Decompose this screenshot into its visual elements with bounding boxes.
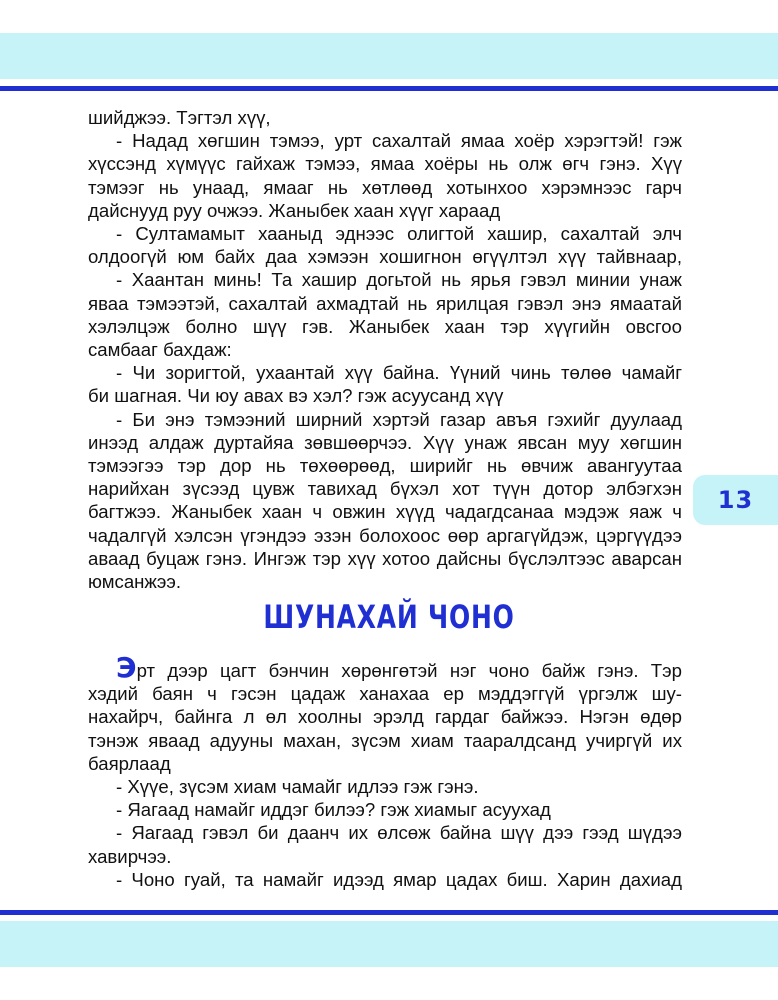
text-line: хэдий баян ч гэсэн цадаж ханахаа ер мэддэггүй үргэлж шу-	[88, 683, 682, 705]
text-line: хэлэлцэж болно шүү гэв. Жаныбек хаан тэр хүүгийн овсгоо	[88, 315, 682, 337]
text-line: - Надад хөгшин тэмээ, урт сахалтай ямаа хоёр хэрэгтэй! гэж	[116, 130, 682, 152]
text-line: нарийхан зүсээд цувж тавихад бүхэл хот түүн дотор элбэгхэн	[88, 478, 682, 500]
text-line: - Хаантан минь! Та хашир догьтой нь ярья гэвэл минии унаж	[116, 269, 682, 291]
story1-text	[88, 106, 682, 593]
text-line: тэмээг нь унаад, ямааг нь хөтлөөд хотынхоо хэрэмнээс гарч	[88, 176, 682, 198]
text-line: хавирчээ.	[88, 845, 172, 867]
text-line: - Чи зоригтой, ухаантай хүү байна. Үүний чинь төлөө чамайг	[116, 362, 682, 384]
text-line: - Хүүе, зүсэм хиам чамайг идлээ гэж гэнэ.	[116, 776, 479, 798]
text-line: - Би энэ тэмээний ширний хэртэй газар авъя гэхийг дуулаад	[116, 408, 682, 430]
header-rule	[0, 86, 778, 91]
text-line: - Яагаад гэвэл би даанч их өлсөж байна шүү дээ гээд шүдээ	[116, 822, 682, 844]
footer-rule	[0, 910, 778, 915]
footer-band	[0, 921, 778, 967]
text-line: шийджээ. Тэгтэл хүү,	[88, 107, 271, 128]
text-line: олдоогүй юм байх даа хэмээн хошигнон өгүүлтэл хүү тайвнаар,	[88, 246, 682, 268]
text-line-first	[88, 651, 682, 684]
story-title: ШУНАХАЙ ЧОНО	[263, 598, 515, 636]
text-line: тэнэж яваад адууны махан, зүсэм хиам тааралдсанд учиргүй их	[88, 729, 682, 751]
page-number: 13	[717, 486, 754, 514]
text-line: нахайрч, байнга л өл хоолны эрэлд гардаг байжээ. Нэгэн өдөр	[88, 706, 682, 728]
text-line: хүссэнд хүмүүс гайхаж тэмээ, ямаа хоёры нь олж өгч гэнэ. Хүү	[88, 153, 682, 175]
text-line: багтжээ. Жаныбек хаан ч овжин хүүд чадагдсанаа мэдэж яаж ч	[88, 501, 682, 523]
text-line: - Султамамыт хааныд эднээс олигтой хашир, сахалтай элч	[116, 223, 682, 245]
text-line: баярлаад	[88, 752, 171, 774]
text-line: чадалгүй хэлсэн үгэндээ эзэн болохоос өөр аргагүйдэж, цэргүүдээ	[88, 524, 682, 546]
text-line: самбааг бахдаж:	[88, 339, 232, 361]
story2-text	[88, 651, 682, 891]
drop-cap: Э	[116, 651, 137, 684]
text-line: дайснууд руу очжээ. Жаныбек хаан хүүг хараад	[88, 199, 501, 221]
page-number-tab	[693, 475, 778, 525]
text-line: би шагная. Чи юу авах вэ хэл? гэж асуусанд хүү	[88, 385, 504, 407]
text-line: - Чоно гуай, та намайг идээд ямар цадах биш. Харин дахиад	[116, 868, 682, 890]
text-line: - Яагаад намайг иддэг билээ? гэж хиамыг асуухад	[116, 799, 551, 821]
text-line: яваа тэмээтэй, сахалтай ахмадтай нь ярилцая гэвэл энэ ямаатай	[88, 292, 682, 314]
text-line: юмсанжээ.	[88, 571, 182, 593]
text-line: инээд алдаж дуртайяа зөвшөөрчээ. Хүү унаж явсан муу хөгшин	[88, 431, 682, 453]
text-line: тэмээгээ тэр дор нь төхөөрөөд, ширийг нь өвчиж авангуутаа	[88, 455, 682, 477]
first-line-rest: рт дээр цагт бэнчин хөрөнгөтэй нэг чоно байж гэнэ. Тэр	[136, 660, 682, 681]
text-line: аваад буцаж гэнэ. Ингэж тэр хүү хотоо дайсны бүслэлтээс аварсан	[88, 547, 682, 569]
header-band	[0, 33, 778, 79]
